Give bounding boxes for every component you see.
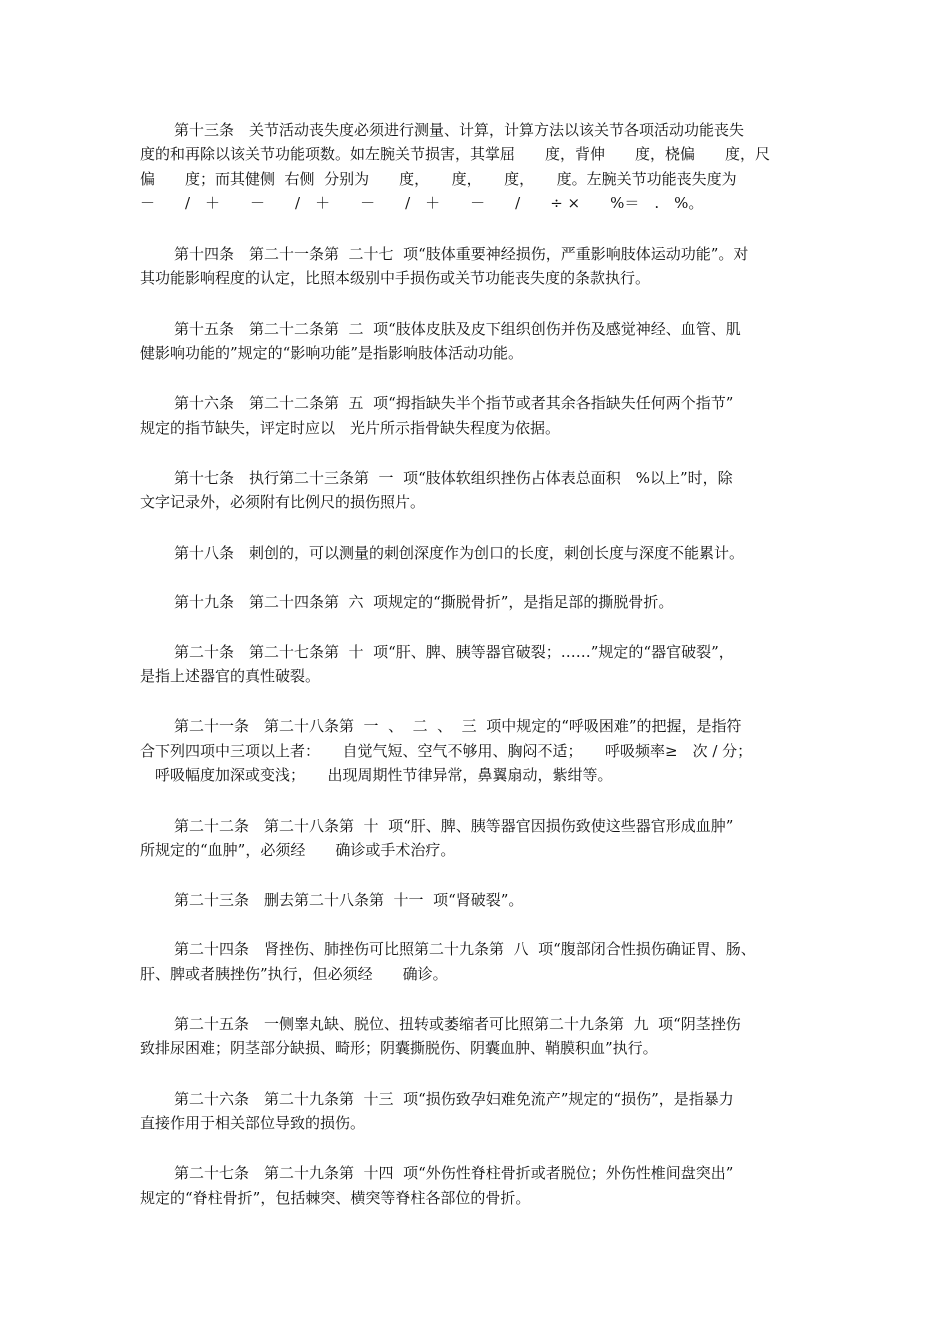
article-17-line-2: 文字记录外，必须附有比例尺的损伤照片。 [140,493,426,511]
article-27-line-1: 第二十七条 第二十九条第 十四 项“外伤性脊柱骨折或者脱位；外伤性椎间盘突出” [174,1164,734,1182]
article-13-line-1: 第十三条 关节活动丧失度必须进行测量、计算，计算方法以该关节各项活动功能丧失 [174,121,745,139]
article-25-line-2: 致排尿困难；阴茎部分缺损、畸形；阴囊撕脱伤、阴囊血肿、鞘膜积血”执行。 [140,1039,658,1057]
article-16-line-1: 第十六条 第二十二条第 五 项“拇指缺失半个指节或者其余各指缺失任何两个指节” [174,394,734,412]
article-24-line-1: 第二十四条 肾挫伤、肺挫伤可比照第二十九条第 八 项“腹部闭合性损伤确证胃、肠、 [174,940,756,958]
article-21-line-1: 第二十一条 第二十八条第 一 、 二 、 三 项中规定的“呼吸困难”的把握，是指符 [174,717,742,735]
article-20-line-2: 是指上述器官的真性破裂。 [140,667,321,685]
article-20-line-1: 第二十条 第二十七条第 十 项“肝、脾、胰等器官破裂；……”规定的“器官破裂”， [174,643,734,661]
article-18-line-1: 第十八条 刺创的，可以测量的刺创深度作为创口的长度，刺创长度与深度不能累计。 [174,544,745,562]
article-19-line-1: 第十九条 第二十四条第 六 项规定的“撕脱骨折”，是指足部的撕脱骨折。 [174,593,674,611]
article-22-line-1: 第二十二条 第二十八条第 十 项“肝、脾、胰等器官因损伤致使这些器官形成血肿” [174,817,734,835]
article-22-line-2: 所规定的“血肿”，必须经 确诊或手术治疗。 [140,841,456,859]
article-26-line-1: 第二十六条 第二十九条第 十三 项“损伤致孕妇难免流产”规定的“损伤”，是指暴力 [174,1090,734,1108]
article-14-line-1: 第十四条 第二十一条第 二十七 项“肢体重要神经损伤，严重影响肢体运动功能”。对 [174,245,749,263]
article-17-line-1: 第十七条 执行第二十三条第 一 项“肢体软组织挫伤占体表总面积 %以上”时，除 [174,469,733,487]
article-14-line-2: 其功能影响程度的认定，比照本级别中手损伤或关节功能丧失度的条款执行。 [140,269,651,287]
article-21-line-3: 呼吸幅度加深或变浅； 出现周期性节律异常，鼻翼扇动，紫绀等。 [140,766,613,784]
article-15-line-2: 健影响功能的”规定的“影响功能”是指影响肢体活动功能。 [140,344,524,362]
article-21-line-2: 合下列四项中三项以上者： 自觉气短、空气不够用、胸闷不适； 呼吸频率≥ 次 / 分； [140,742,753,760]
article-16-line-2: 规定的指节缺失，评定时应以 光片所示指骨缺失程度为依据。 [140,419,561,437]
article-15-line-1: 第十五条 第二十二条第 二 项“肢体皮肤及皮下组织创伤并伤及感觉神经、血管、肌 [174,320,741,338]
article-23-line-1: 第二十三条 删去第二十八条第 十一 项“肾破裂”。 [174,891,524,909]
article-26-line-2: 直接作用于相关部位导致的损伤。 [140,1114,366,1132]
article-13-line-3: 偏 度；而其健侧 右侧 分别为 度， 度， 度， 度。左腕关节功能丧失度为 [140,170,737,188]
article-27-line-2: 规定的“脊柱骨折”，包括棘突、横突等脊柱各部位的骨折。 [140,1189,531,1207]
article-24-line-2: 肝、脾或者胰挫伤”执行，但必须经 确诊。 [140,965,448,983]
article-25-line-1: 第二十五条 一侧睾丸缺、脱位、扭转或萎缩者可比照第二十九条第 九 项“阴茎挫伤 [174,1015,741,1033]
article-13-line-2: 度的和再除以该关节功能项数。如左腕关节损害，其掌屈 度，背伸 度，桡偏 度，尺 [140,145,771,163]
article-13-line-4: － / ＋ － / ＋ － / ＋ － / ÷ × %＝ . %。 [140,194,704,212]
